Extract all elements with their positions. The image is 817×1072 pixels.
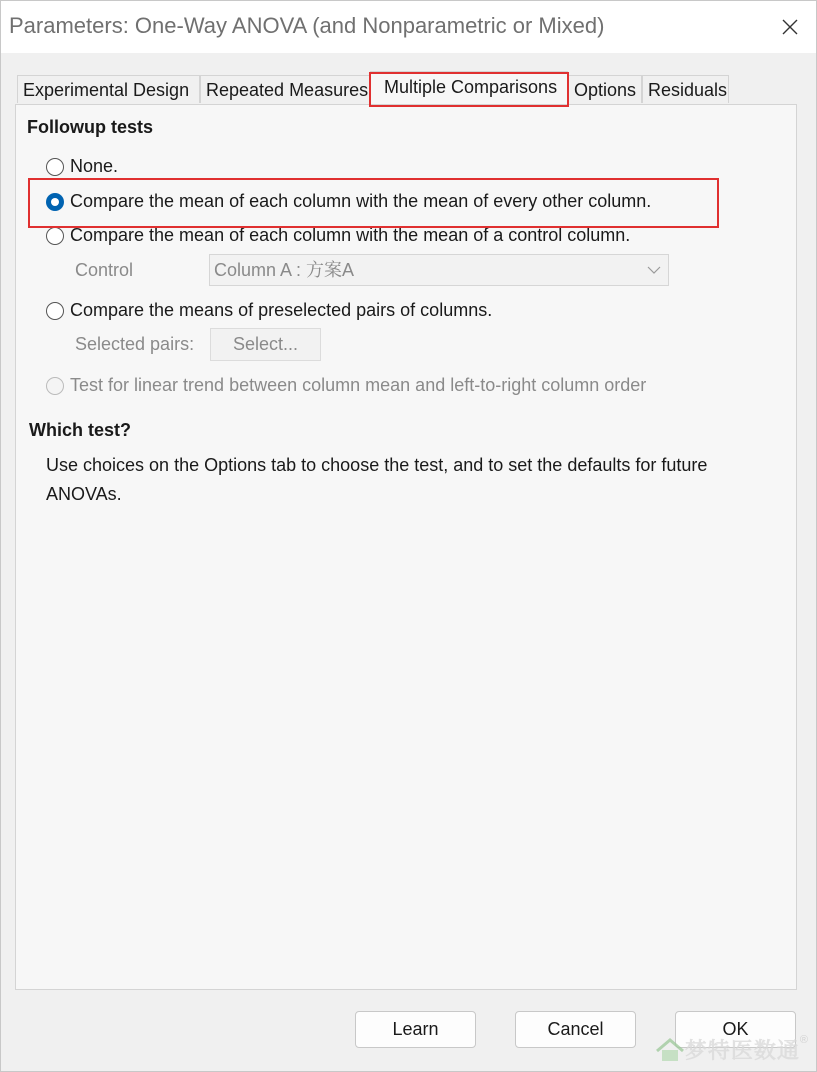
title-bar[interactable] — [1, 1, 816, 53]
tab-label: Multiple Comparisons — [384, 77, 558, 97]
close-icon — [782, 19, 798, 35]
option-label: Compare the mean of each column with the mean of every other column. — [70, 191, 652, 211]
house-logo-icon — [655, 1037, 685, 1063]
option-label: Test for linear trend between column mean and left-to-right column order — [70, 375, 647, 395]
option-compare-every-other[interactable] — [46, 191, 651, 212]
tab-experimental-design[interactable] — [17, 75, 200, 103]
learn-button[interactable]: Learn — [355, 1011, 476, 1048]
which-test-description: Use choices on the Options tab to choose the test, and to set the defaults for future ANOVAs. — [46, 455, 708, 504]
tab-options[interactable] — [568, 75, 642, 103]
tab-label: Repeated Measures — [206, 80, 369, 100]
chevron-down-icon — [640, 255, 668, 285]
control-column-dropdown[interactable] — [209, 254, 669, 286]
cancel-button[interactable]: Cancel — [515, 1011, 636, 1048]
dropdown-value: Column A : 方案A — [214, 260, 355, 280]
option-preselected-pairs[interactable] — [46, 300, 492, 321]
option-linear-trend — [46, 375, 646, 396]
option-compare-control[interactable] — [46, 225, 630, 246]
radio-button-selected[interactable] — [46, 193, 64, 211]
radio-button-disabled — [46, 377, 64, 395]
option-none[interactable] — [46, 156, 118, 177]
radio-button[interactable] — [46, 227, 64, 245]
multiple-comparisons-panel — [15, 104, 797, 990]
ok-button[interactable]: OK — [675, 1011, 796, 1048]
radio-button[interactable] — [46, 302, 64, 320]
watermark — [655, 1034, 808, 1065]
tab-multiple-comparisons[interactable] — [370, 71, 568, 104]
which-test-heading: Which test? — [29, 420, 131, 440]
option-label: None. — [70, 156, 119, 176]
tab-repeated-measures[interactable] — [200, 75, 370, 103]
window-title: Parameters: One-Way ANOVA (and Nonparametric or Mixed) — [9, 13, 605, 38]
tab-residuals[interactable] — [642, 75, 729, 103]
select-pairs-button[interactable]: Select... — [210, 328, 321, 361]
option-label: Compare the mean of each column with the mean of a control column. — [70, 225, 631, 245]
tab-label: Experimental Design — [23, 80, 190, 100]
watermark-text: 梦特医数通 — [684, 1038, 800, 1063]
option-label: Compare the means of preselected pairs of columns. — [70, 300, 493, 320]
radio-button[interactable] — [46, 158, 64, 176]
tab-label: Residuals — [648, 80, 728, 100]
followup-tests-heading: Followup tests — [27, 117, 153, 137]
registered-mark: ® — [799, 1034, 808, 1046]
tab-label: Options — [574, 80, 637, 100]
close-button[interactable] — [774, 11, 806, 43]
selected-pairs-label: Selected pairs: — [75, 334, 195, 354]
control-label: Control — [75, 260, 134, 280]
